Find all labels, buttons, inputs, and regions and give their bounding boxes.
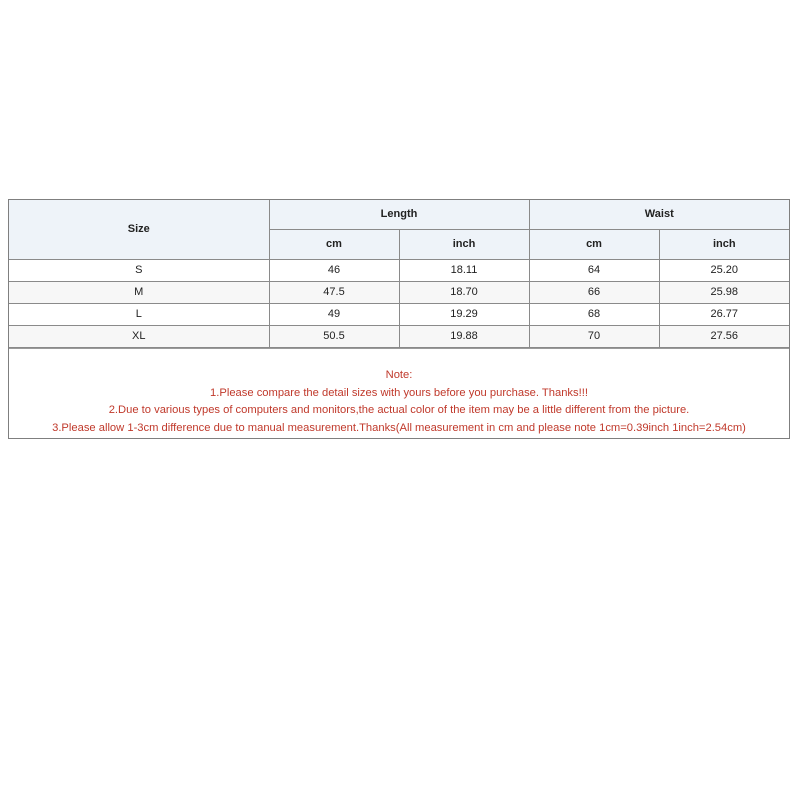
- note-line: 1.Please compare the detail sizes with yours before you purchase. Thanks!!!: [210, 386, 588, 399]
- note-title: Note:: [385, 369, 413, 381]
- note-line: 2.Due to various types of computers and monitors,the actual color of the item may be a little different from the picture.: [108, 404, 690, 416]
- table-row: [9, 303, 789, 325]
- waist-cm-header: cm: [529, 229, 659, 259]
- waist-cm-cell: 66: [529, 281, 659, 303]
- header-row-group: [9, 200, 789, 229]
- length-cm-cell: 47.5: [269, 281, 399, 303]
- size-cell: S: [9, 259, 269, 281]
- length-cm-cell: 49: [269, 303, 399, 325]
- waist-cm-cell: 68: [529, 303, 659, 325]
- length-cm-header: cm: [269, 229, 399, 259]
- size-chart: [8, 199, 790, 439]
- table-row: [9, 281, 789, 303]
- waist-inch-cell: 25.98: [659, 281, 789, 303]
- waist-cm-cell: 70: [529, 325, 659, 347]
- waist-inch-cell: 25.20: [659, 259, 789, 281]
- size-cell: M: [9, 281, 269, 303]
- size-cell: XL: [9, 325, 269, 347]
- table-row: [9, 259, 789, 281]
- length-header: Length: [269, 200, 529, 229]
- length-inch-cell: 19.29: [399, 303, 529, 325]
- length-inch-cell: 19.88: [399, 325, 529, 347]
- length-cm-cell: 50.5: [269, 325, 399, 347]
- length-inch-cell: 18.70: [399, 281, 529, 303]
- waist-inch-cell: 27.56: [659, 325, 789, 347]
- size-cell: L: [9, 303, 269, 325]
- notes-section: [9, 348, 789, 440]
- waist-header: Waist: [529, 200, 789, 229]
- waist-inch-cell: 26.77: [659, 303, 789, 325]
- table-row: [9, 325, 789, 347]
- size-table: [9, 200, 789, 348]
- size-header: Size: [9, 200, 269, 259]
- note-line: 3.Please allow 1-3cm difference due to manual measurement.Thanks(All measurement in cm and please note 1cm=0.39inch 1inch=2.54cm): [52, 421, 746, 434]
- length-inch-cell: 18.11: [399, 259, 529, 281]
- length-cm-cell: 46: [269, 259, 399, 281]
- waist-inch-header: inch: [659, 229, 789, 259]
- waist-cm-cell: 64: [529, 259, 659, 281]
- length-inch-header: inch: [399, 229, 529, 259]
